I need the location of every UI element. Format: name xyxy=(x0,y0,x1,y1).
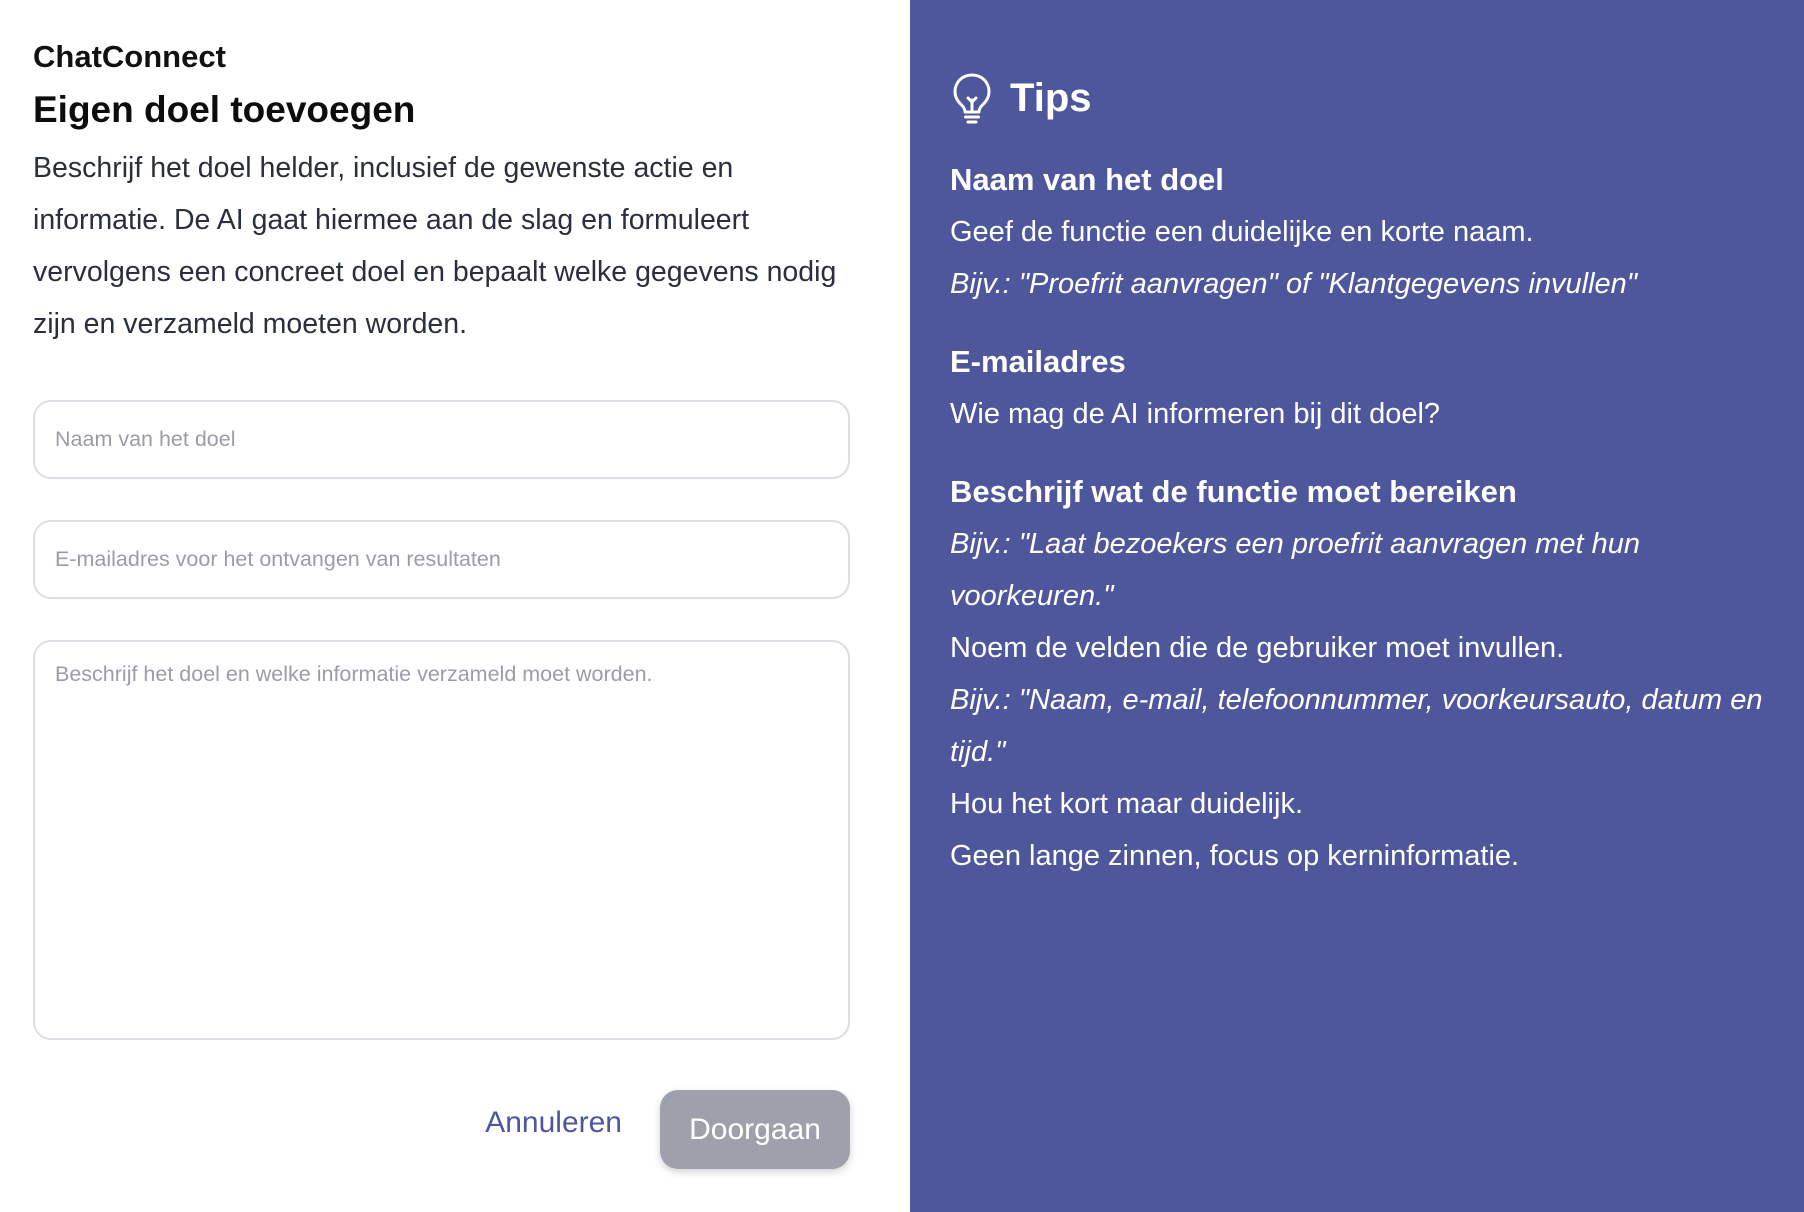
tip-heading: Beschrijf wat de functie moet bereiken xyxy=(950,474,1517,509)
tip-email xyxy=(950,336,1764,440)
tip-text: Hou het kort maar duidelijk. xyxy=(950,788,1303,820)
brand-name: ChatConnect xyxy=(33,39,226,74)
tip-text: Geen lange zinnen, focus op kerninformatie. xyxy=(950,840,1520,872)
tip-heading: E-mailadres xyxy=(950,344,1126,379)
tip-example: Bijv.: "Naam, e-mail, telefoonnummer, voorkeursauto, datum en tijd." xyxy=(950,684,1763,768)
tips-header xyxy=(950,72,1764,124)
form-actions xyxy=(33,1090,850,1169)
email-input[interactable] xyxy=(33,520,850,599)
intro-text: Beschrijf het doel helder, inclusief de gewenste actie en informatie. De AI gaat hiermee aan de slag en formuleert vervolgens een concreet doel en bepaalt welke gegevens nodig zijn en verzameld moeten worden. xyxy=(33,152,837,340)
page-title: Eigen doel toevoegen xyxy=(33,89,416,130)
tip-text: Geef de functie een duidelijke en korte naam. xyxy=(950,216,1534,248)
goal-description-textarea[interactable] xyxy=(33,640,850,1040)
lightbulb-icon xyxy=(950,72,994,124)
tip-goal-name xyxy=(950,154,1764,310)
tip-example: Bijv.: "Proefrit aanvragen" of "Klantgegevens invullen" xyxy=(950,268,1638,300)
tips-title: Tips xyxy=(1010,75,1092,120)
continue-button[interactable]: Doorgaan xyxy=(660,1090,850,1169)
tip-example: Bijv.: "Laat bezoekers een proefrit aanvragen met hun voorkeuren." xyxy=(950,528,1641,612)
tip-heading: Naam van het doel xyxy=(950,162,1224,197)
tip-description xyxy=(950,466,1764,882)
tip-text: Noem de velden die de gebruiker moet invullen. xyxy=(950,632,1565,664)
cancel-button[interactable]: Annuleren xyxy=(485,1106,622,1139)
tips-panel xyxy=(910,0,1804,1212)
goal-name-input[interactable] xyxy=(33,400,850,479)
tip-text: Wie mag de AI informeren bij dit doel? xyxy=(950,398,1441,430)
